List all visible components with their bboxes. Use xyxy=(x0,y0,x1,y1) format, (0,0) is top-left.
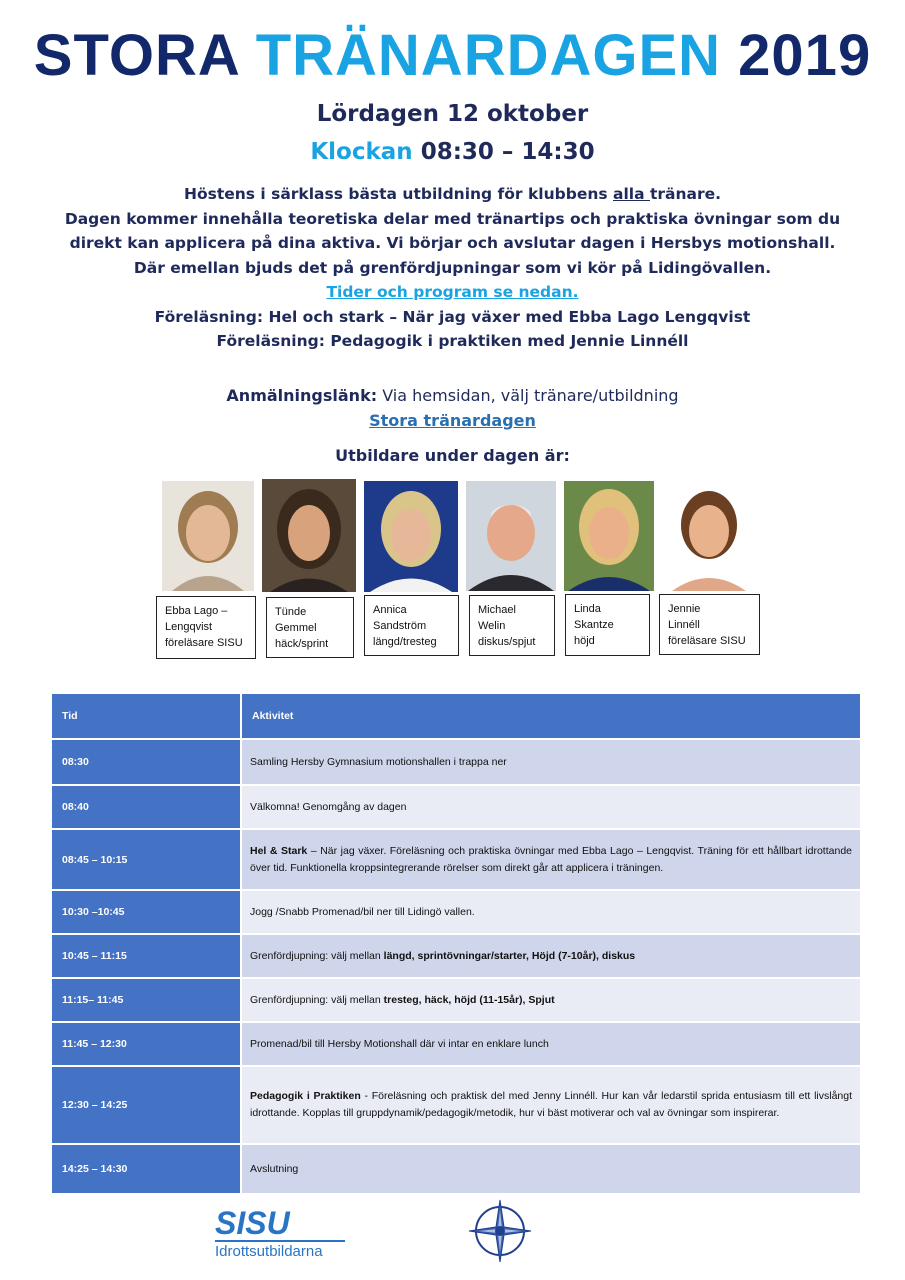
intro-line-3: direkt kan applicera på dina aktiva. Vi börjar och avslutar dagen i Hersbys motionshall. xyxy=(69,234,836,252)
title-part-stora: STORA xyxy=(33,23,239,88)
sisu-logo-subtitle: Idrottsutbildarna xyxy=(215,1240,345,1260)
trainer-photo-6 xyxy=(662,481,756,591)
row-time: 08:30 xyxy=(52,740,242,784)
intro-text xyxy=(60,182,845,354)
row-activity: Promenad/bil till Hersby Motionshall där vi intar en enklare lunch xyxy=(242,1023,860,1065)
signup-link[interactable]: Stora tränardagen xyxy=(369,411,536,430)
schedule-header-row xyxy=(52,694,860,738)
schedule-row xyxy=(52,786,860,828)
schedule-row xyxy=(52,891,860,933)
schedule-row xyxy=(52,1023,860,1065)
trainer-photo-1 xyxy=(162,481,254,591)
trainer-name-2: Tünde Gemmel häck/sprint xyxy=(266,597,354,658)
signup-label: Anmälningslänk: xyxy=(226,386,378,405)
intro-line-4: Där emellan bjuds det på grenfördjupningar som vi kör på Lidingövallen. xyxy=(133,258,772,277)
trainer-name-6: Jennie Linnéll föreläsare SISU xyxy=(659,594,760,655)
row-time: 12:30 – 14:25 xyxy=(52,1067,242,1143)
row-time: 08:40 xyxy=(52,786,242,828)
row-activity: Avslutning xyxy=(242,1145,860,1193)
schedule-row xyxy=(52,830,860,889)
sisu-logo-name: SISU xyxy=(215,1205,290,1241)
trainers-heading: Utbildare under dagen är: xyxy=(335,446,570,465)
row-time: 10:45 – 11:15 xyxy=(52,935,242,977)
intro-line-1-a: Höstens i särklass bästa utbildning för klubbens xyxy=(183,185,613,203)
page-title xyxy=(0,24,905,88)
row-activity: Grenfördjupning: välj mellan längd, sprintövningar/starter, Höjd (7-10år), diskus xyxy=(242,935,860,977)
intro-line-1 xyxy=(60,182,845,207)
title-part-year: 2019 xyxy=(738,23,872,88)
signup-text: Via hemsidan, välj tränare/utbildning xyxy=(377,386,679,405)
trainer-photo-5 xyxy=(564,481,654,591)
schedule-row xyxy=(52,1145,860,1193)
lecture-2: Föreläsning: Pedagogik i praktiken med Jennie Linnéll xyxy=(216,332,689,350)
row-activity: Jogg /Snabb Promenad/bil ner till Lidingö vallen. xyxy=(242,891,860,933)
row-time: 10:30 –10:45 xyxy=(52,891,242,933)
schedule-row xyxy=(52,935,860,977)
event-date: Lördagen 12 oktober xyxy=(316,101,589,127)
trainer-name-1: Ebba Lago – Lengqvist föreläsare SISU xyxy=(156,596,256,659)
signup-section xyxy=(0,383,905,433)
schedule-row xyxy=(52,979,860,1021)
event-time-label: Klockan xyxy=(310,139,413,165)
trainer-name-3: Annica Sandström längd/tresteg xyxy=(364,595,459,656)
row-activity: Grenfördjupning: välj mellan tresteg, häck, höjd (11-15år), Spjut xyxy=(242,979,860,1021)
event-time-value: 08:30 – 14:30 xyxy=(420,139,595,165)
trainer-name-5: Linda Skantze höjd xyxy=(565,594,650,656)
row-activity: Hel & Stark – När jag växer. Föreläsning och praktiska övningar med Ebba Lago – Lengqvist. Träning för ett hållbart idrottande över tid. Funktionella kroppsintegrerande rörelser som direkt går att applicera i träningen. xyxy=(242,830,860,889)
trainer-photo-2 xyxy=(262,479,356,592)
row-time: 11:45 – 12:30 xyxy=(52,1023,242,1065)
row-time: 11:15– 11:45 xyxy=(52,979,242,1021)
trainer-photo-4 xyxy=(466,481,556,591)
trainer-name-4: Michael Welin diskus/spjut xyxy=(469,595,555,656)
program-link[interactable]: Tider och program se nedan. xyxy=(326,283,579,301)
col-header-activity: Aktivitet xyxy=(242,694,860,738)
row-activity: Samling Hersby Gymnasium motionshallen i trappa ner xyxy=(242,740,860,784)
sisu-logo xyxy=(215,1206,345,1266)
schedule-row xyxy=(52,740,860,784)
intro-line-1-underlined: alla xyxy=(613,185,650,203)
col-header-time: Tid xyxy=(52,694,242,738)
row-activity: Pedagogik i Praktiken - Föreläsning och praktisk del med Jenny Linnéll. Hur kan vår ledarstil sprida entusiasm till ett livslångt idrottande. Kopplas till gruppdynamik/pedagogik/metodik, hur vi bäst motiverar och val av övningar som inspirerar. xyxy=(242,1067,860,1143)
ifk-lidingo-logo xyxy=(467,1198,533,1264)
lecture-1: Föreläsning: Hel och stark – När jag växer med Ebba Lago Lengqvist xyxy=(154,307,751,326)
row-time: 08:45 – 10:15 xyxy=(52,830,242,889)
intro-line-1-b: tränare. xyxy=(649,185,722,203)
schedule-row xyxy=(52,1067,860,1143)
schedule-table xyxy=(52,692,860,1195)
trainer-photo-3 xyxy=(364,481,458,592)
title-part-tranardagen: TRÄNARDAGEN xyxy=(255,23,722,88)
event-time xyxy=(0,139,905,165)
intro-line-2: Dagen kommer innehålla teoretiska delar med tränartips och praktiska övningar som du xyxy=(64,209,841,228)
row-time: 14:25 – 14:30 xyxy=(52,1145,242,1193)
row-activity: Välkomna! Genomgång av dagen xyxy=(242,786,860,828)
